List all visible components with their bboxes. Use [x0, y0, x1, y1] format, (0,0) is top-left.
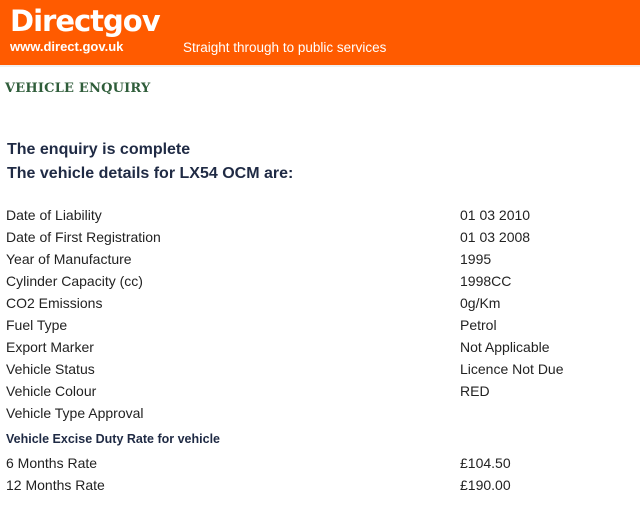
vehicle-details-intro: The vehicle details for LX54 OCM are:	[7, 165, 294, 182]
rate-label: 12 Months Rate	[6, 477, 105, 493]
detail-row-year-of-manufacture	[0, 248, 640, 270]
rate-row-6-months	[0, 452, 640, 474]
detail-row-date-of-first-registration	[0, 226, 640, 248]
detail-label: Cylinder Capacity (cc)	[6, 273, 143, 289]
rate-row-12-months	[0, 474, 640, 496]
detail-row-cylinder-capacity	[0, 270, 640, 292]
vehicle-details-list	[0, 204, 640, 424]
detail-row-vehicle-colour	[0, 380, 640, 402]
enquiry-status: The enquiry is complete	[7, 141, 191, 158]
detail-label: Export Marker	[6, 339, 94, 355]
detail-value: 1995	[460, 251, 492, 267]
detail-value: 1998CC	[460, 273, 512, 289]
detail-label: Vehicle Colour	[6, 383, 97, 399]
directgov-logo[interactable]: Directgov	[10, 4, 160, 38]
rate-value: £104.50	[460, 455, 511, 471]
rate-value: £190.00	[460, 477, 511, 493]
detail-value: 0g/Km	[460, 295, 501, 311]
detail-row-vehicle-status	[0, 358, 640, 380]
detail-value: 01 03 2010	[460, 207, 531, 223]
detail-label: Fuel Type	[6, 317, 68, 333]
excise-rates-list	[0, 452, 640, 496]
detail-label: Vehicle Status	[6, 361, 95, 377]
detail-value: Not Applicable	[460, 339, 550, 355]
excise-duty-heading: Vehicle Excise Duty Rate for vehicle	[6, 432, 220, 446]
detail-row-vehicle-type-approval	[0, 402, 640, 424]
section-heading: VEHICLE ENQUIRY	[5, 81, 151, 96]
site-url[interactable]: www.direct.gov.uk	[10, 39, 124, 54]
rate-label: 6 Months Rate	[6, 455, 98, 471]
detail-row-export-marker	[0, 336, 640, 358]
detail-label: Vehicle Type Approval	[6, 405, 144, 421]
detail-value: 01 03 2008	[460, 229, 531, 245]
detail-row-date-of-liability	[0, 204, 640, 226]
header-banner	[0, 0, 640, 67]
detail-row-co2-emissions	[0, 292, 640, 314]
detail-label: Year of Manufacture	[6, 251, 132, 267]
detail-label: Date of First Registration	[6, 229, 161, 245]
detail-value: Licence Not Due	[460, 361, 564, 377]
site-tagline: Straight through to public services	[183, 40, 387, 55]
detail-value: Petrol	[460, 317, 497, 333]
detail-value: RED	[460, 383, 490, 399]
detail-row-fuel-type	[0, 314, 640, 336]
detail-label: Date of Liability	[6, 207, 102, 223]
detail-label: CO2 Emissions	[6, 295, 103, 311]
